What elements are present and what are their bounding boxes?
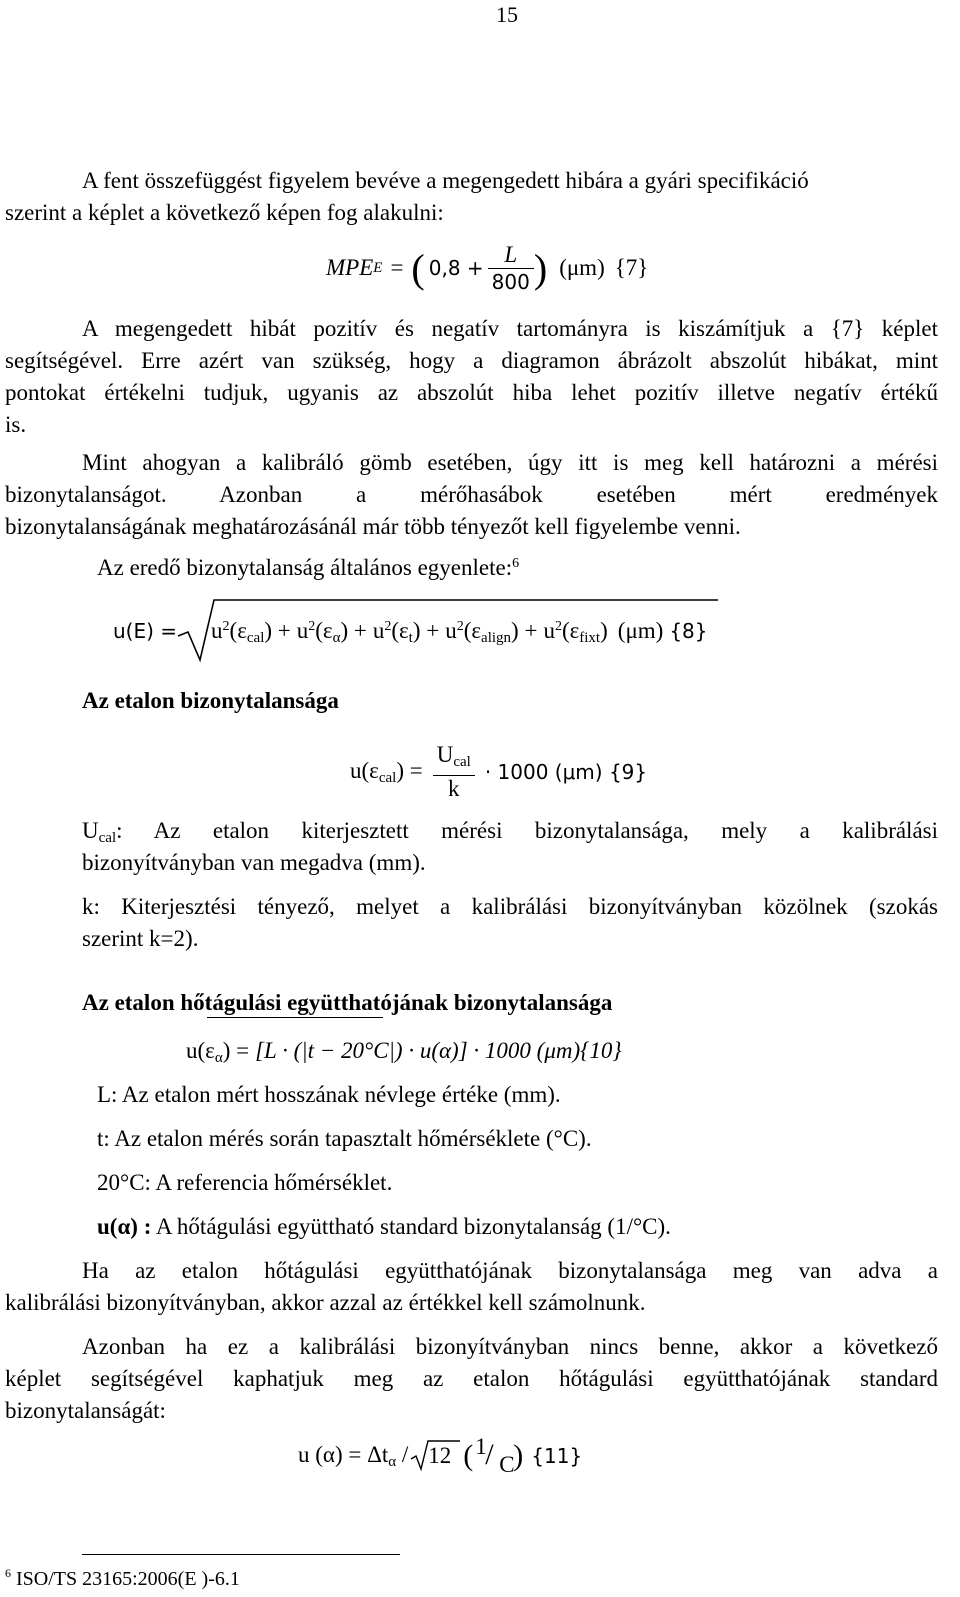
eq7-unit: (μm) bbox=[559, 255, 605, 280]
eq8-term-1: $u^2(\varepsilon_{cal})$ + bbox=[211, 618, 291, 646]
eq9-numerator: $U_{cal}$ bbox=[433, 742, 475, 776]
eq8-term-2: $u^2(\varepsilon_\alpha)$ + bbox=[296, 618, 367, 646]
definition-L: L: Az etalon mért hosszának névlege értéke (mm). bbox=[97, 1082, 561, 1107]
equation-7 bbox=[326, 238, 648, 298]
general-equation-intro-text: Az eredő bizonytalanság általános egyenlete: bbox=[97, 555, 513, 580]
eq7-lhs-sub: E bbox=[373, 259, 383, 276]
definition-reference-temp: 20°C: A referencia hőmérséklet. bbox=[97, 1170, 393, 1195]
intro-line-2: szerint a képlet a következő képen fog alakulni: bbox=[5, 200, 444, 225]
footnote-reference: 6 bbox=[512, 556, 520, 571]
eq11-sqrt-arg: 12 bbox=[428, 1443, 452, 1468]
equation-10 bbox=[186, 1038, 622, 1067]
eq11-sqrt bbox=[410, 1443, 451, 1469]
eq9-rest: · 1000 (μm) {9} bbox=[484, 760, 648, 784]
para-ha-line-2: kalibrálási bizonyítványban, akkor azzal az értékkel kell számolnunk. bbox=[5, 1290, 646, 1315]
para-mint-line-1: Mint ahogyan a kalibráló gömb esetében, úgy itt is meg kell határozni a mérési bbox=[82, 450, 938, 475]
eq10-rhs: [L · (|t − 20°C|) · u(α)] · 1000 (μm){10} bbox=[255, 1038, 622, 1063]
eq11-unit-fraction bbox=[473, 1436, 513, 1476]
heading-etalon-uncertainty: Az etalon bizonytalansága bbox=[82, 688, 339, 713]
para-azonban-line-3: bizonytalanságát: bbox=[5, 1398, 166, 1423]
heading-thermal-expansion-uncertainty: Az etalon hőtágulási együtthatójának bizonytalansága bbox=[82, 990, 613, 1015]
eq7-const: 0,8 + bbox=[428, 256, 484, 280]
para-mpe-line-3: pontokat értékelni tudjuk, ugyanis az abszolút hiba lehet pozitív illetve negatív értékű bbox=[5, 380, 938, 405]
eq9-fraction bbox=[433, 742, 475, 802]
eq7-numerator: L bbox=[488, 242, 534, 269]
footnote bbox=[5, 1566, 240, 1591]
eq7-open-paren: ( bbox=[411, 245, 425, 291]
eq8-lhs: u(E) = bbox=[113, 619, 178, 643]
eq11-unit-num: 1 bbox=[475, 1434, 487, 1459]
eq8-term-4: $u^2(\varepsilon_{align})$ + bbox=[445, 618, 538, 646]
intro-line-1: A fent összefüggést figyelem bevéve a megengedett hibára a gyári specifikáció bbox=[82, 168, 809, 193]
eq7-denominator: 800 bbox=[491, 269, 530, 294]
eq11-unit-open: ( bbox=[463, 1439, 474, 1472]
eq8-unit: (μm) bbox=[617, 618, 664, 643]
page-number: 15 bbox=[496, 2, 518, 27]
eq7-equals: = bbox=[390, 255, 404, 280]
eq7-close-paren: ) bbox=[533, 245, 548, 291]
eq11-radical-sign bbox=[410, 1439, 462, 1473]
ucal-definition-line-1: $U_{cal}$: Az etalon kiterjesztett mérési bizonytalansága, mely a kalibrálási bbox=[82, 818, 938, 846]
eq7-fraction bbox=[488, 242, 534, 295]
eq8-term-3: $u^2(\varepsilon_t)$ + bbox=[372, 618, 440, 646]
k-definition-line-1: k: Kiterjesztési tényező, melyet a kalibrálási bizonyítványban közölnek (szokás bbox=[82, 894, 938, 919]
eq9-lhs: $u(\varepsilon_{cal})$ = bbox=[350, 757, 423, 786]
k-definition-line-2: szerint k=2). bbox=[82, 926, 199, 951]
definition-u-alpha: u(α) : A hőtágulási együttható standard bizonytalanság (1/°C). bbox=[97, 1214, 671, 1239]
para-mint-line-2: bizonytalanságot. Azonban a mérőhasábok esetében mért eredmények bbox=[5, 482, 938, 507]
eq10-lhs: $u(\varepsilon_\alpha)$ = bbox=[186, 1038, 250, 1066]
ucal-definition-line-2: bizonyítványban van megadva (mm). bbox=[82, 850, 426, 875]
eq7-tag: {7} bbox=[614, 255, 649, 280]
eq11-unit-den: C bbox=[499, 1452, 515, 1477]
eq11-unit-slash: / bbox=[485, 1438, 494, 1471]
definition-t: t: Az etalon mérés során tapasztalt hőmérséklete (°C). bbox=[97, 1126, 592, 1151]
eq8-term-5: $u^2(\varepsilon_{fixt})$ bbox=[543, 618, 608, 646]
para-mpe-line-4: is. bbox=[5, 412, 27, 437]
equation-8 bbox=[113, 618, 708, 647]
eq11-tag: {11} bbox=[531, 1444, 583, 1468]
para-mpe-line-1: A megengedett hibát pozitív és negatív tartományra is kiszámítjuk a {7} képlet bbox=[82, 316, 938, 341]
para-mint-line-3: bizonytalanságának meghatározásánál már több tényezőt kell figyelembe venni. bbox=[5, 514, 741, 539]
general-equation-intro bbox=[97, 555, 519, 581]
u-alpha-label: u(α) : bbox=[97, 1214, 152, 1239]
footnote-separator bbox=[82, 1554, 400, 1555]
eq8-tag: {8} bbox=[669, 619, 708, 643]
equation-11 bbox=[298, 1432, 582, 1480]
footnote-mark: 6 bbox=[5, 1566, 11, 1580]
heading-underline bbox=[207, 1017, 383, 1018]
para-azonban-line-2: képlet segítségével kaphatjuk meg az etalon hőtágulási együtthatójának standard bbox=[5, 1366, 938, 1391]
eq9-denominator: k bbox=[448, 776, 460, 801]
para-azonban-line-1: Azonban ha ez a kalibrálási bizonyítványban nincs benne, akkor a következő bbox=[82, 1334, 938, 1359]
eq11-lhs: u $(\alpha) = \Delta t_\alpha$ / bbox=[298, 1441, 409, 1470]
eq11-unit-close: ) bbox=[513, 1439, 524, 1472]
equation-9 bbox=[350, 742, 647, 802]
footnote-text: ISO/TS 23165:2006(E )-6.1 bbox=[16, 1568, 240, 1590]
para-mpe-line-2: segítségével. Erre azért van szükség, hogy a diagramon ábrázolt abszolút hibákat, mint bbox=[5, 348, 938, 373]
eq7-lhs: MPE bbox=[326, 255, 374, 280]
para-ha-line-1: Ha az etalon hőtágulási együtthatójának bizonytalansága meg van adva a bbox=[82, 1258, 938, 1283]
